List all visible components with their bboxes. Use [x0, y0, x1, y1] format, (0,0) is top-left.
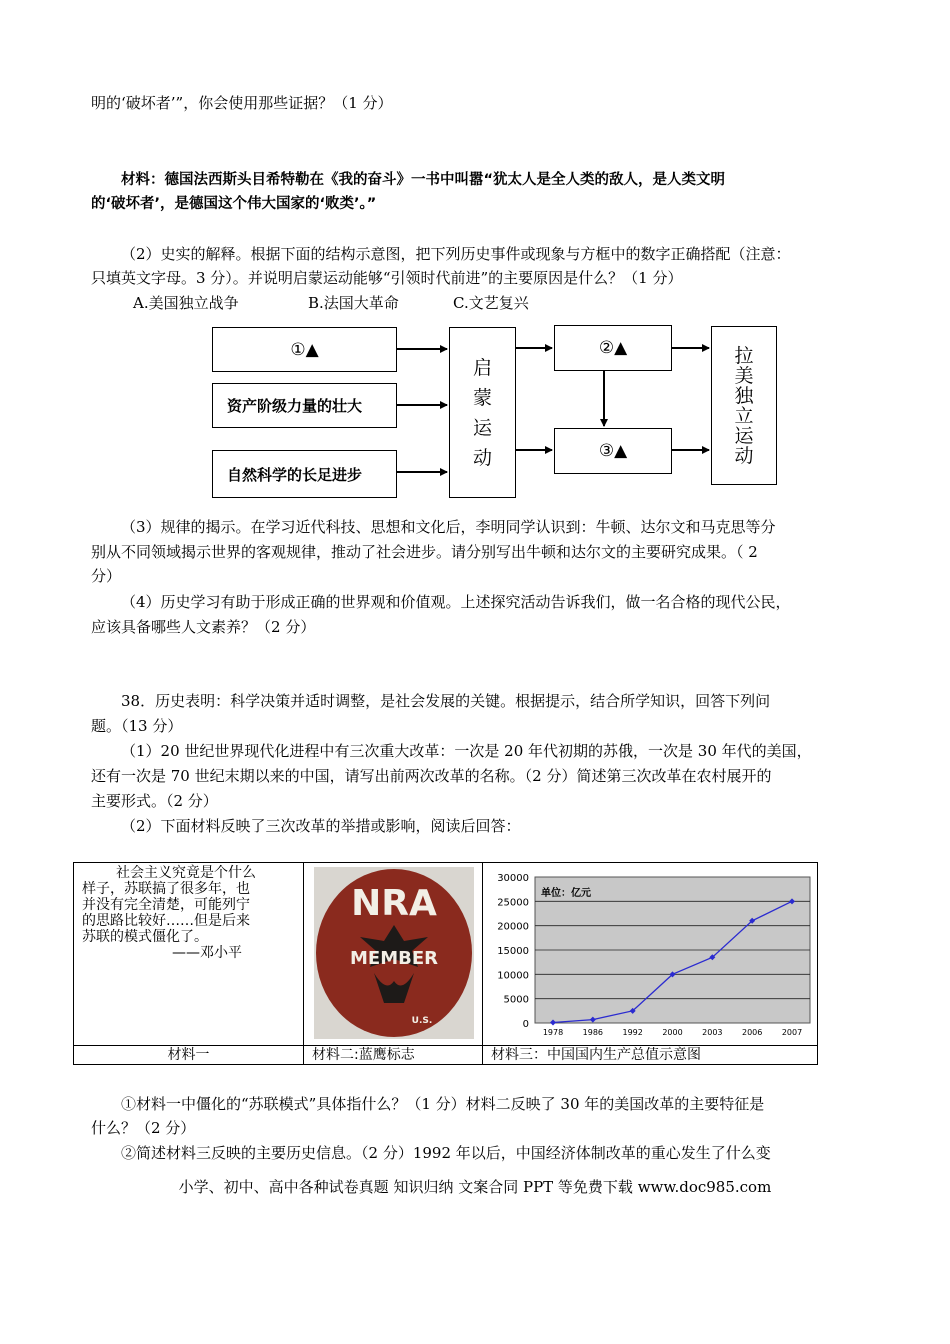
q3-line2: 别从不同领域揭示世界的客观规律，推动了社会进步。请分别写出牛顿和达尔文的主要研究成果。（ 2: [91, 543, 758, 561]
caption-material-three: 材料三：中国国内生产总值示意图: [483, 1046, 818, 1065]
quote-line: 并没有完全清楚，可能列宁: [82, 897, 250, 913]
x-tick-label: 1992: [622, 1028, 643, 1037]
diagram-box-3: ③▲: [554, 428, 672, 474]
latin-america-char: 动: [734, 444, 754, 467]
latin-america-char: 拉: [734, 344, 754, 367]
q38-sub2: （2）下面材料反映了三次改革的举措或影响，阅读后回答：: [121, 817, 521, 835]
q4-line2: 应该具备哪些人文素养？（2 分）: [91, 618, 316, 636]
deng-quote: [74, 863, 303, 961]
q3-line3: 分）: [91, 567, 122, 585]
materials-table: [73, 862, 818, 1065]
latin-america-char: 美: [734, 364, 754, 387]
material-quote-line2: 的‘破坏者’，是德国这个伟大国家的‘败类’。”: [91, 196, 377, 212]
latin-america-char: 运: [734, 424, 754, 447]
x-tick-label: 2007: [781, 1028, 803, 1037]
diagram-box-science: 自然科学的长足进步: [212, 450, 397, 498]
q-bottom-line1: ①材料一中僵化的“苏联模式”具体指什么？（1 分）材料二反映了 30 年的美国改革的主要特征是: [121, 1095, 765, 1113]
q38-sub1-line3: 主要形式。（2 分）: [91, 792, 218, 810]
question-continuation: 明的‘破坏者’”，你会使用那些证据？（1 分）: [91, 94, 393, 112]
y-tick-label: 15000: [497, 946, 529, 957]
q3-line1: （3）规律的揭示。在学习近代科技、思想和文化后，李明同学认识到：牛顿、达尔文和马克思等分: [121, 518, 776, 536]
enlightenment-char: 蒙: [472, 386, 492, 409]
q-bottom-line3: ②简述材料三反映的主要历史信息。（2 分）1992 年以后，中国经济体制改革的重心发生了什么变: [121, 1144, 771, 1162]
q2-line1: （2）史实的解释。根据下面的结构示意图，把下列历史事件或现象与方框中的数字正确搭配（注意：: [121, 245, 791, 263]
option-a: A.美国独立战争: [133, 294, 239, 312]
diagram-box-1: ①▲: [212, 327, 397, 372]
y-tick-label: 0: [522, 1019, 529, 1030]
option-b: B.法国大革命: [308, 294, 399, 312]
q4-line1: （4）历史学习有助于形成正确的世界观和价值观。上述探究活动告诉我们，做一名合格的现代公民，: [121, 593, 791, 611]
q38-sub1-line2: 还有一次是 70 世纪末期以来的中国，请写出前两次改革的名称。（2 分）简述第三次改革在农村展开的: [91, 767, 772, 785]
material-quote-line1: 材料：德国法西斯头目希特勒在《我的奋斗》一书中叫嚣“犹太人是全人类的敌人，是人类文明: [121, 172, 726, 188]
q38-line2: 题。（13 分）: [91, 717, 183, 735]
q2-line2: 只填英文字母。3 分）。并说明启蒙运动能够“引领时代前进”的主要原因是什么？（1 分）: [91, 269, 683, 287]
nra-text: NRA: [351, 883, 437, 924]
enlightenment-char: 动: [472, 446, 492, 469]
diagram-box-2: ②▲: [554, 325, 672, 371]
x-tick-label: 2000: [662, 1028, 683, 1037]
option-c: C.文艺复兴: [453, 294, 529, 312]
diagram-box-bourgeoisie: 资产阶级力量的壮大: [212, 383, 397, 428]
caption-material-two: 材料二:蓝鹰标志: [304, 1046, 483, 1065]
quote-line: 苏联的模式僵化了。: [82, 929, 208, 945]
gdp-line-chart: [483, 863, 817, 1041]
quote-line: 的思路比较好……但是后来: [82, 913, 250, 929]
chart-unit-label: 单位：亿元: [541, 888, 591, 899]
x-tick-label: 1986: [582, 1028, 604, 1037]
x-tick-label: 1978: [542, 1028, 564, 1037]
material-two-cell: [304, 863, 483, 1046]
q-bottom-line2: 什么？（2 分）: [91, 1119, 196, 1137]
material-three-cell: [483, 863, 818, 1046]
enlightenment-char: 运: [472, 416, 492, 439]
quote-line: 社会主义究竟是个什么: [116, 865, 256, 881]
page-footer: 小学、初中、高中各种试卷真题 知识归纳 文案合同 PPT 等免费下载 www.doc985.com: [178, 1178, 772, 1196]
quote-signature: ——邓小平: [172, 945, 242, 961]
material-one-cell: [74, 863, 304, 1046]
y-tick-label: 25000: [497, 897, 529, 909]
us-text: U.S.: [411, 1016, 433, 1026]
nra-blue-eagle-emblem: [304, 863, 482, 1041]
y-tick-label: 30000: [497, 873, 529, 884]
x-tick-label: 2003: [702, 1028, 723, 1037]
y-tick-label: 10000: [497, 970, 529, 982]
enlightenment-char: 启: [472, 356, 492, 379]
q38-line1: 38．历史表明：科学决策并适时调整，是社会发展的关键。根据提示，结合所学知识，回答下列问: [121, 692, 771, 710]
member-text: MEMBER: [350, 948, 438, 969]
y-tick-label: 5000: [503, 994, 529, 1006]
latin-america-char: 独: [734, 384, 754, 407]
caption-material-one: 材料一: [74, 1046, 304, 1065]
x-tick-label: 2006: [741, 1028, 763, 1037]
y-tick-label: 20000: [497, 921, 529, 933]
latin-america-char: 立: [734, 404, 754, 427]
caption-row: [74, 1046, 818, 1065]
quote-line: 样子，苏联搞了很多年，也: [82, 881, 250, 897]
q38-sub1-line1: （1）20 世纪世界现代化进程中有三次重大改革：一次是 20 年代初期的苏俄，一次是 30 年代的美国，: [121, 742, 812, 760]
